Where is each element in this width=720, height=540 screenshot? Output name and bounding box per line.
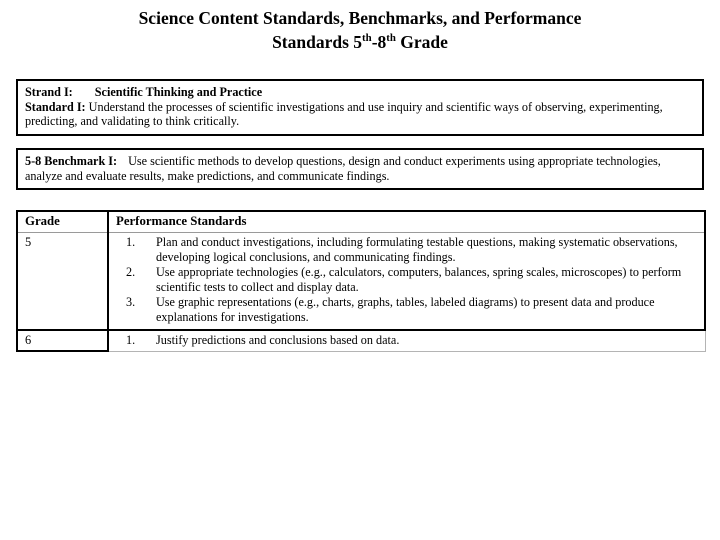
page-title	[40, 6, 680, 54]
list-item	[116, 235, 698, 264]
list-item-text: Use graphic representations (e.g., charts, graphs, tables, labeled diagrams) to present data and produce explanations for investigations.	[156, 295, 655, 324]
ordinal-suffix-5th: th	[362, 32, 372, 45]
table-row	[17, 330, 705, 352]
list-item-number: 3.	[126, 295, 136, 310]
grade-cell: 6	[17, 330, 108, 352]
page-title-grade-start: Standards 5	[272, 32, 363, 52]
table-row	[17, 233, 705, 330]
ordinal-suffix-8th: th	[386, 32, 396, 45]
list-item-number: 1.	[126, 332, 136, 347]
list-item-text: Plan and conduct investigations, including formulating testable questions, making systematic observations, developing logical conclusions, and communicating findings.	[156, 235, 678, 264]
list-item	[116, 295, 698, 324]
performance-standards-list	[116, 333, 699, 348]
performance-cell	[108, 330, 705, 352]
standard-text: Understand the processes of scientific investigations and use inquiry and scientific ways of observing, experimenting, predicting, and validating to think critically.	[25, 99, 663, 129]
standard-line	[25, 100, 696, 129]
performance-cell	[108, 233, 705, 330]
page-title-grade-sep: -8	[371, 32, 387, 52]
list-item-number: 1.	[126, 235, 136, 249]
strand-label: Strand I:	[25, 85, 73, 99]
page-title-line-1: Science Content Standards, Benchmarks, and Performance	[138, 8, 582, 28]
list-item	[116, 333, 699, 348]
page-title-grade-end: Grade	[395, 32, 448, 52]
benchmark-line	[25, 154, 696, 183]
column-header-grade: Grade	[17, 211, 108, 233]
performance-standards-list	[116, 235, 698, 325]
page-title-line-2	[272, 32, 448, 52]
grade-cell: 5	[17, 233, 108, 330]
table-header-row	[17, 211, 705, 233]
column-header-performance-standards: Performance Standards	[108, 211, 705, 233]
list-item-text: Justify predictions and conclusions based on data.	[156, 332, 400, 347]
list-item-text: Use appropriate technologies (e.g., calculators, computers, balances, spring scales, microscopes) to perform scientific tests to collect and display data.	[156, 265, 682, 294]
strand-line	[25, 85, 696, 100]
strand-standard-box	[16, 79, 704, 136]
list-item	[116, 265, 698, 294]
benchmark-text: Use scientific methods to develop questions, design and conduct experiments using appropriate technologies, analyze and evaluate results, make predictions, and communicate findings.	[25, 154, 661, 183]
standard-label: Standard I:	[25, 99, 86, 114]
strand-value: Scientific Thinking and Practice	[94, 85, 263, 99]
list-item-number: 2.	[126, 265, 136, 280]
benchmark-box	[16, 148, 704, 190]
benchmark-label: 5-8 Benchmark I:	[25, 154, 118, 168]
performance-standards-table	[16, 210, 706, 352]
